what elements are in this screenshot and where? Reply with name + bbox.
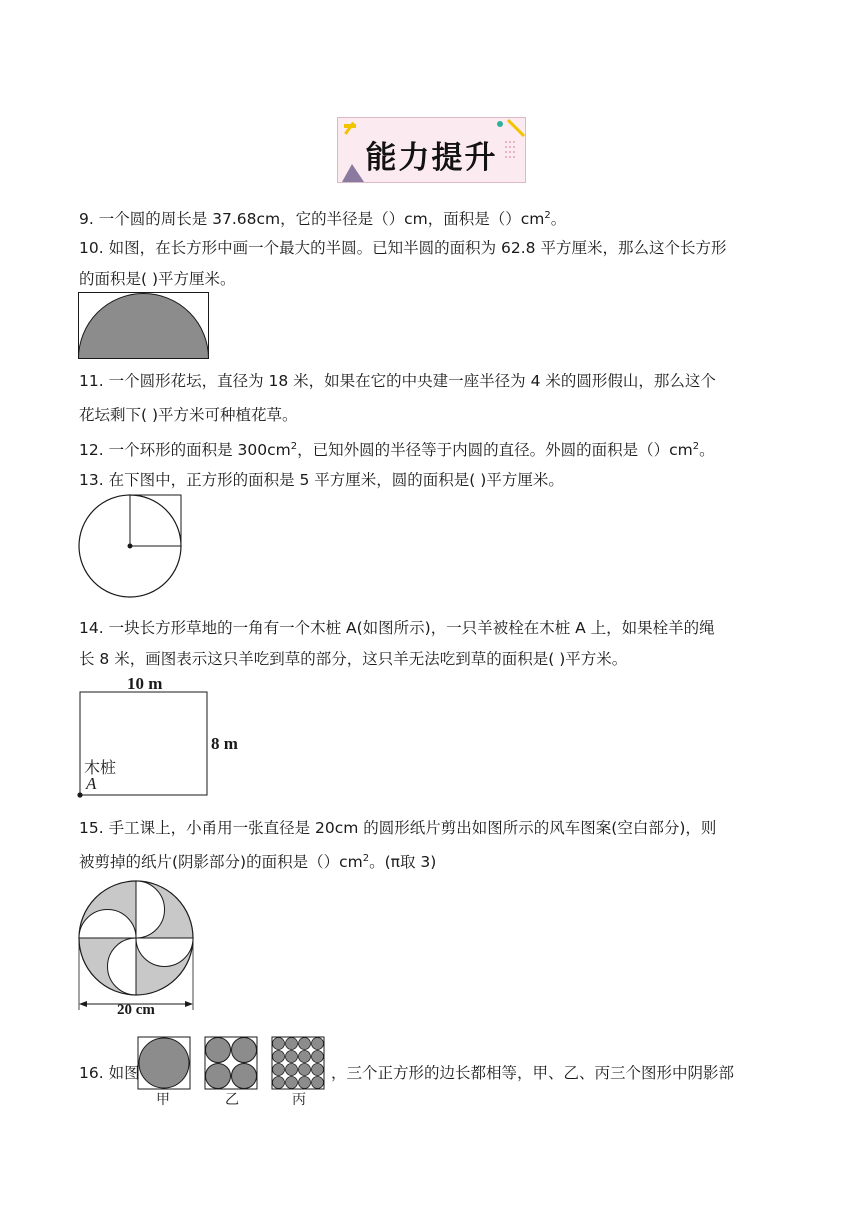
q13-center-point [128,544,133,549]
q15-sup: 2 [362,853,370,864]
q15-end: 。(π取 3) [369,853,437,872]
question-15-line-1: 15. 手工课上，小甬用一张直径是 20cm 的圆形纸片剪出如图所示的风车图案(空白部分)，则 [79,819,717,837]
question-13: 13. 在下图中，正方形的面积是 5 平方厘米，圆的面积是( )平方厘米。 [79,471,564,489]
question-14-line-1: 14. 一块长方形草地的一角有一个木桩 A(如图所示)，一只羊被栓在木桩 A 上，如果栓羊的绳 [79,619,715,637]
q12-sup-2: 2 [692,441,700,452]
q14-right-label: 8 m [211,734,238,753]
q12-sup-1: 2 [290,441,298,452]
q16-name-yi: 乙 [225,1092,239,1108]
q14-stake-label: 木桩 [84,758,117,777]
q12-text-2: ，已知外圆的半径等于内圆的直径。外圆的面积是（）cm [297,441,693,460]
q15-diameter-label: 20 cm [117,1002,155,1018]
question-11-line-2: 花坛剩下( )平方米可种植花草。 [79,406,298,424]
banner-title: 能力提升 [365,140,498,176]
q16-figures [137,1036,329,1090]
q16-name-jia: 甲 [156,1092,170,1108]
q12-text-1: 12. 一个环形的面积是 300cm [79,441,291,460]
question-16-prefix: 16. 如图 [79,1064,140,1082]
q14-top-label: 10 m [127,674,163,693]
q15-pinwheel-figure [74,878,198,1018]
q16-circles-bing [273,1038,324,1089]
q15-text: 被剪掉的纸片(阴影部分)的面积是（）cm [79,853,363,872]
q9-end: 。 [550,210,567,229]
q16-name-bing: 丙 [292,1092,306,1108]
q9-text: 9. 一个圆的周长是 37.68cm，它的半径是（）cm，面积是（）cm [79,210,545,229]
question-11-line-1: 11. 一个圆形花坛，直径为 18 米，如果在它的中央建一座半径为 4 米的圆形假山，那么这个 [79,372,716,390]
q13-square [130,495,181,546]
question-10-line-2: 的面积是( )平方厘米。 [79,270,236,288]
question-15-line-2 [79,848,436,873]
q16-circle-jia [139,1038,189,1088]
q12-end: 。 [699,441,715,460]
question-10-line-1: 10. 如图，在长方形中画一个最大的半圆。已知半圆的面积为 62.8 平方厘米，那么这个长方形 [79,239,727,257]
q16-circles-yi [206,1038,257,1089]
q13-circle-square-figure [77,494,185,600]
section-banner [337,117,526,183]
q10-semicircle-figure [78,292,210,360]
question-9 [79,205,566,230]
question-16-suffix: ，三个正方形的边长都相等，甲、乙、丙三个图形中阴影部 [331,1064,735,1082]
q9-sup: 2 [544,210,551,221]
q14-rectangle [80,692,207,795]
question-12 [79,436,715,461]
q14-point-label: A [86,774,97,793]
question-14-line-2: 长 8 米，画图表示这只羊吃到草的部分，这只羊无法吃到草的面积是( )平方米。 [79,650,628,668]
q14-stake-point [77,792,82,797]
